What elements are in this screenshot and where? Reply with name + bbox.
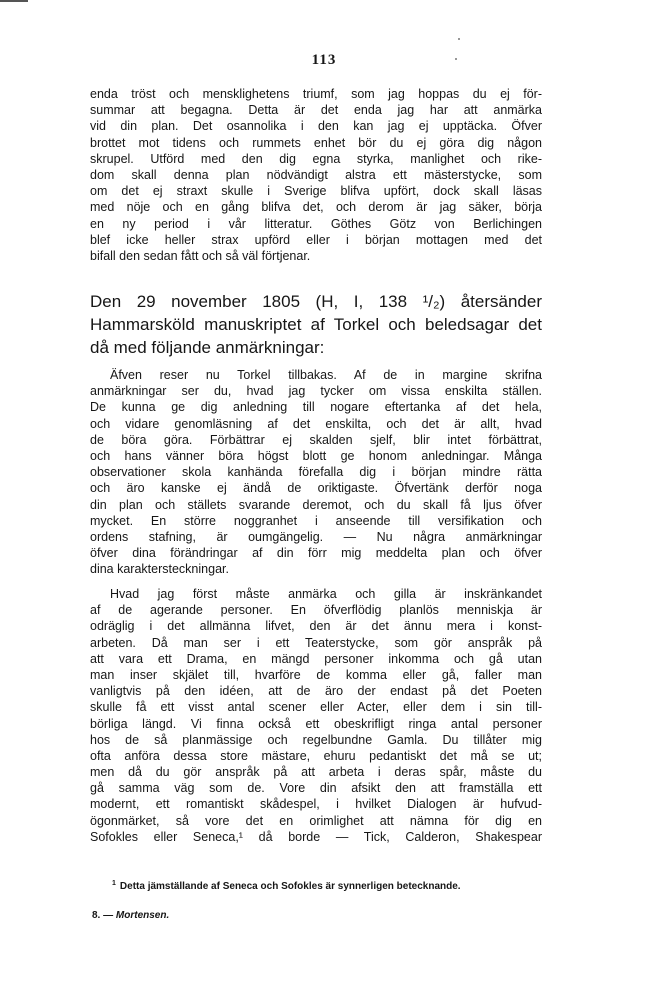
text-line: och hans vänner böra högst blott ge honom anledningar. Många <box>90 448 542 463</box>
text-line: skulle få ett visst antal scener eller Acter, eller dem i sin till- <box>90 700 542 715</box>
paragraph-2 <box>90 367 542 577</box>
text-line: vanligtvis på den idéen, att de äro der endast på det Poeten <box>90 684 542 699</box>
heading-line: Hammarsköld manuskriptet af Torkel och beledsagar det <box>90 315 542 334</box>
text-line: bifall den sedan fått och så väl förtjenar. <box>90 248 311 263</box>
scan-edge-mark <box>0 0 28 2</box>
text-line: öfver dina förändringar af din förr mig meddelta plan och öfver <box>90 546 542 561</box>
footnote-text: Detta jämställande af Seneca och Sofokles är synnerligen betecknande. <box>119 881 461 892</box>
paragraph-1 <box>90 86 542 264</box>
text-line: att vara ett Drama, en mängd personer inkomma och gå utan <box>90 651 542 666</box>
text-line: med nöje och en gång blifva det, och derom är jag säker, börja <box>90 200 542 215</box>
text-line: dina karaktersteckningar. <box>90 562 229 577</box>
section-heading <box>90 290 542 359</box>
text-line: en ny period i vår litteratur. Göthes Götz von Berlichingen <box>90 216 542 231</box>
text-line: vid din plan. Det osannolika i den kan jag ej upptäcka. Öfver <box>90 119 542 134</box>
printer-signature <box>92 910 169 921</box>
scan-speck <box>458 38 460 40</box>
text-line: ordens stafning, är oumgängelig. — Nu några anmärkningar <box>90 529 542 544</box>
text-line: om det ej straxt skulle i Sverige blifva upfört, dock skall läsas <box>90 184 542 199</box>
text-line: mycket. En större noggranhet i anseende till versifikation och <box>90 513 542 528</box>
heading-line: Den 29 november 1805 (H, I, 138 ¹/₂) återsänder <box>90 292 542 311</box>
signature-name: Mortensen. <box>115 910 170 921</box>
text-line: Äfven reser nu Torkel tillbakas. Af de in margine skrifna <box>110 368 542 382</box>
text-line: och vidare genomläsning af det enskilta, och det är allt, hvad <box>90 416 542 431</box>
text-line: Hvad jag först måste anmärka och gilla är inskränkandet <box>110 587 542 601</box>
text-line: ögonmärket, så vore det en orimlighet att nämna för dig en <box>90 813 542 828</box>
signature-number: 8. — <box>92 910 114 921</box>
text-line: Sofokles eller Seneca,¹ då borde — Tick, Calderon, Shakespear <box>90 829 542 844</box>
text-line: din plan och ställets svarande deremot, och du skall få ljus öfver <box>90 497 542 512</box>
footnote <box>90 880 546 892</box>
text-line: brottet mot tidens och rummets enhet bör du ej göra dig någon <box>90 135 542 150</box>
text-line: summar att begagna. Detta är det enda jag har att anmärka <box>90 103 542 118</box>
footnote-mark: 1 <box>112 880 116 887</box>
text-line: anmärkningar ser du, hvad jag tycker om vissa enskilta ställen. <box>90 384 542 399</box>
text-line: och äro kanske ej ändå de oriktigaste. Öfvertänk derför noga <box>90 481 542 496</box>
text-line: de böra göra. Förbättrar ej skalden sjelf, blir intet förbättrat, <box>90 432 542 447</box>
text-line: börliga längd. Vi finna också ett obeskrifligt ringa antal personer <box>90 716 542 731</box>
heading-line: då med följande anmärkningar: <box>90 338 325 357</box>
paragraph-3 <box>90 586 542 845</box>
text-line: De kunna ge dig anledning till nogare eftertanka af det hela, <box>90 400 542 415</box>
text-line: men då du gör anspråk på att arbeta i deras spår, måste du <box>90 765 542 780</box>
text-line: gå samma väg som de. Vore din afsikt den att framställa ett <box>90 781 542 796</box>
text-line: skrupel. Utförd med den dig egna styrka, manlighet och rike- <box>90 151 542 166</box>
text-line: af de agerande personer. En öfverflödig planlös menniskja är <box>90 603 542 618</box>
text-line: enda tröst och mensklighetens triumf, som jag hoppas du ej för- <box>90 87 542 101</box>
text-line: blef icke heller strax upförd eller i början mottagen med det <box>90 232 542 247</box>
text-line: modernt, ett romantiskt skådespel, i hvilket Dialogen är hufvud- <box>90 797 542 812</box>
text-line: dom skall denna plan nödvändigt alstra ett mästerstycke, som <box>90 167 542 182</box>
text-line: hos de så planmässige och regelbundne Gamla. Du tillåter mig <box>90 732 542 747</box>
page-number: 113 <box>311 52 337 68</box>
text-line: ofta anföra dessa store mästare, ehuru pedantiskt det må se ut; <box>90 748 542 763</box>
text-line: observationer skola kanhända förefalla dig i början mindre rätta <box>90 465 542 480</box>
text-line: arbeten. Då man ser i ett Teaterstycke, som gör anspråk på <box>90 635 542 650</box>
text-line: man inser skjälet till, hvarföre de komma eller gå, faller man <box>90 667 542 682</box>
text-line: odräglig i det allmänna lifvet, den är det ännu mera i konst- <box>90 619 542 634</box>
